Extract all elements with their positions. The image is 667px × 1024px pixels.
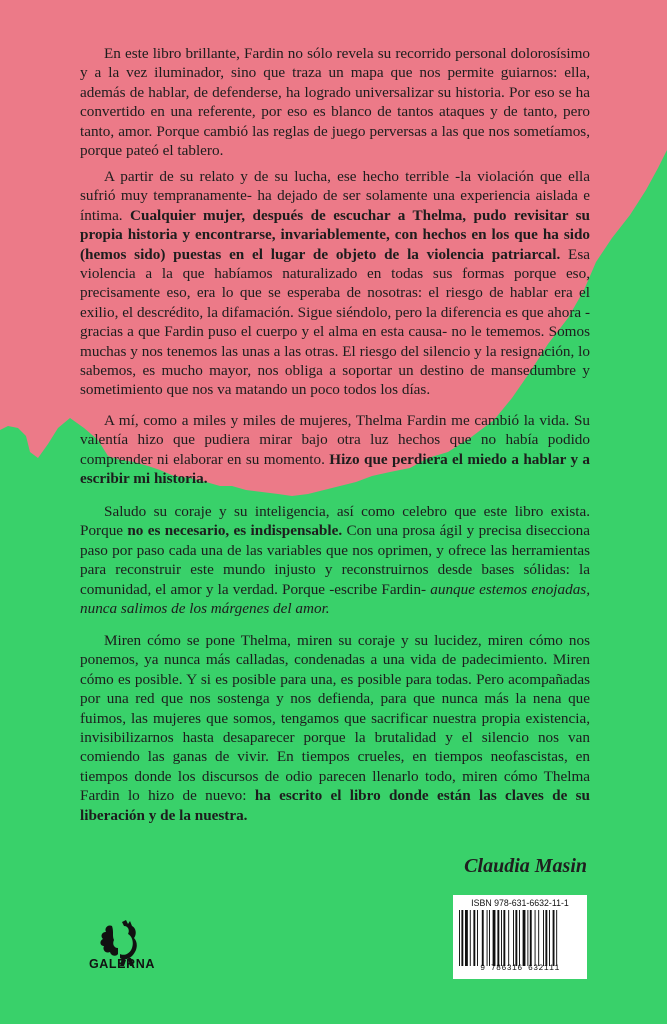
barcode-bar xyxy=(553,910,555,966)
barcode-bar xyxy=(477,910,478,966)
barcode-bar xyxy=(482,910,484,966)
paragraph-4-run-3: Con una prosa ágil y precisa disecciona paso por paso cada una de las variables que nos oprimen, y ofrece las herramientas para reconstruir este mundo injusto y reconstruirnos desde bases sólidas: la comunidad, el amor y la verdad. Porque -escribe Fardin- xyxy=(80,522,591,598)
barcode-bar xyxy=(508,910,509,966)
barcode-bar xyxy=(473,910,475,966)
barcode-bar xyxy=(465,910,468,966)
paragraph-3-run-2: Hizo que perdiera el miedo a hablar y a escribir mi historia. xyxy=(80,450,590,488)
barcode-bars xyxy=(457,910,583,966)
barcode-bar xyxy=(545,910,547,966)
paragraph-5 xyxy=(80,631,590,825)
paragraph-5-run-2: ha escrito el libro donde están las claves de su liberación y de la nuestra. xyxy=(80,787,590,824)
barcode-bar xyxy=(503,910,505,966)
paragraph-4-run-2: no es necesario, es indispensable. xyxy=(127,522,343,540)
barcode-bar xyxy=(519,910,520,966)
paragraph-2 xyxy=(80,167,590,400)
barcode-bar xyxy=(530,910,532,966)
barcode-digits: 9 786316 632111 xyxy=(480,964,560,973)
barcode-bar xyxy=(538,910,539,966)
paragraph-4-run-1: Saludo su coraje y su inteligencia, así como celebro que este libro exista. Porque xyxy=(80,503,590,540)
barcode-bar xyxy=(527,910,528,966)
barcode-bar xyxy=(543,910,544,966)
barcode-bar xyxy=(459,910,460,966)
barcode-bar xyxy=(489,910,490,966)
paragraph-2-run-3: Esa violencia a la que habíamos naturalizado en todas sus formas porque eso, precisamente eso, era lo que se esperaba de nosotras: el riesgo de hablar era el exilio, el descrédito, la difamación. Sigue siéndolo, pero la diferencia es que ahora -gracias a que Fardin puso el cuerpo y el alma en esta causa- no le tememos. Somos muchas y nos tenemos las unas a las otras. El riesgo del silencio y la resignación, lo sabemos, es mucho mayor, nos obliga a soportar un destino de mansedumbre y sometimiento que nos va matando un poco todos los días. xyxy=(80,245,590,399)
paragraph-5-run-1: Miren cómo se pone Thelma, miren su coraje y su lucidez, miren cómo nos ponemos, ya nunca más calladas, condenadas a una vida de padecimiento. Miren cómo es posible. Y si es posible para una, es posible para todas. Pero acompañadas por una red que nos sostenga y nos defienda, para que nunca más la nena que fuimos, las mujeres que somos, tengamos que sacrificar nuestra propia existencia, invisibilizarnos hasta desaparecer porque la brutalidad y el silencio nos van comiendo las ganas de vivir. En tiempos crueles, en tiempos neofascistas, en tiempos donde los discursos de odio parecen llenarlo todo, miren cómo Thelma Fardin lo hizo de nuevo: xyxy=(80,632,590,805)
paragraph-1 xyxy=(80,44,590,160)
barcode xyxy=(453,895,587,979)
barcode-bar xyxy=(556,910,557,966)
barcode-bar xyxy=(470,910,471,966)
author-signature: Claudia Masin xyxy=(464,855,587,877)
isbn-label: ISBN 978-631-6632-11-1 xyxy=(471,898,569,908)
paragraph-4-run-4: aunque estemos enojadas, nunca salimos de los márgenes del amor. xyxy=(80,580,590,618)
paragraph-3-run-1: A mí, como a miles y miles de mujeres, Thelma Fardin me cambió la vida. Su valentía hizo que pudiera mirar bajo otra luz hechos que no había podido comprender ni elaborar en su momento. xyxy=(80,412,590,468)
barcode-bar xyxy=(501,910,502,966)
paragraph-2-run-1: A partir de su relato y de su lucha, ese hecho terrible -la violación que ella sufrió muy tempranamente- ha dejado de ser solamente una experiencia aislada e íntima. xyxy=(80,168,590,224)
barcode-bar xyxy=(523,910,526,966)
paragraph-1-run-1: En este libro brillante, Fardin no sólo revela su recorrido personal dolorosísimo y a la vez iluminador, sino que traza un mapa que nos permite guiarnos: ella, además de hablar, de defenderse, ha logrado universalizar su historia. Por eso se ha convertido en una referente, por eso es blanco de tantos ataques y de tanto, pero tanto, amor. Porque cambió las reglas de juego perversas a las que nos sometíamos, porque pateó el tablero. xyxy=(80,45,590,160)
barcode-bar xyxy=(515,910,517,966)
barcode-bar xyxy=(513,910,514,966)
paragraph-2-run-2: Cualquier mujer, después de escuchar a Thelma, pudo revisitar su propia historia y encontrarse, invariablemente, con hechos en los que ha sido (hemos sido) puestas en el lugar de objeto de la violencia patriarcal. xyxy=(80,206,590,263)
barcode-bar xyxy=(535,910,536,966)
barcode-bar xyxy=(493,910,496,966)
barcode-bar xyxy=(461,910,463,966)
paragraph-3 xyxy=(80,411,590,489)
paragraph-4 xyxy=(80,502,590,618)
publisher-logo-text: GALERNA xyxy=(88,957,155,971)
barcode-bar xyxy=(497,910,499,966)
barcode-bar xyxy=(487,910,488,966)
barcode-bar xyxy=(549,910,550,966)
